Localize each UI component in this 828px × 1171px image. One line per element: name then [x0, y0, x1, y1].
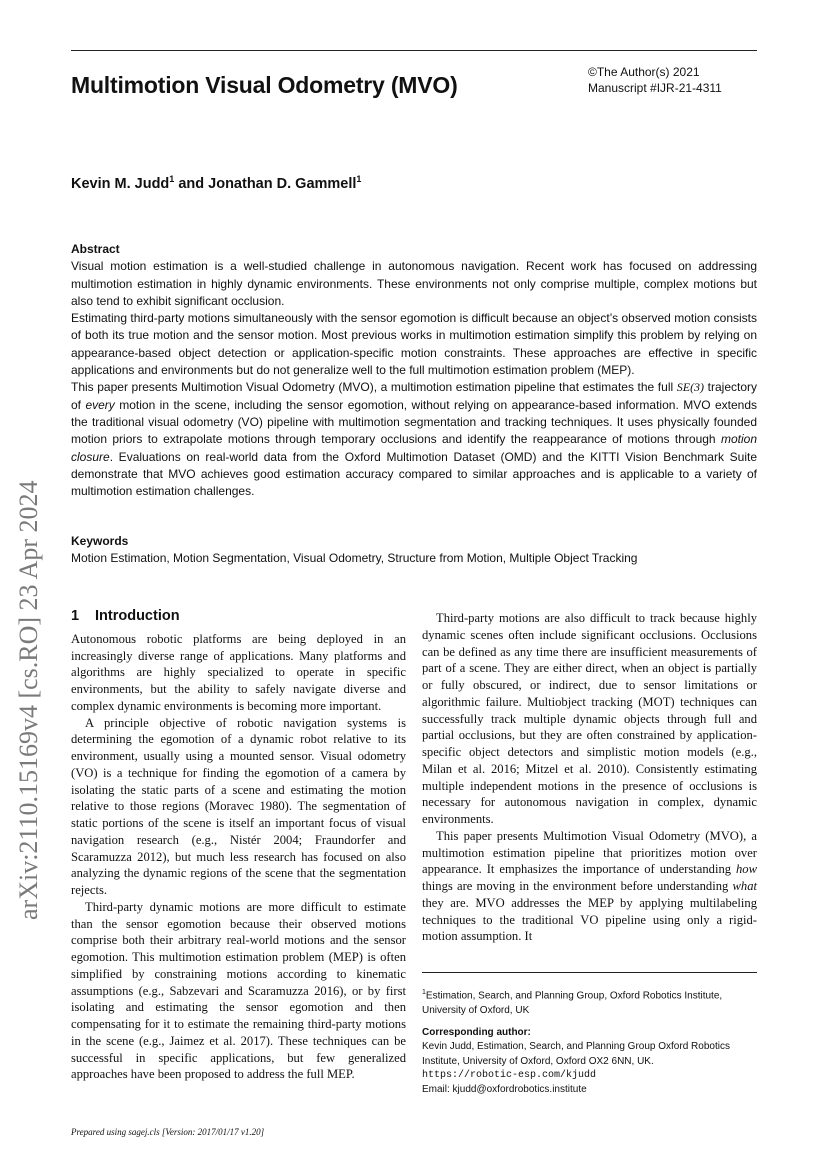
body-paragraph: Autonomous robotic platforms are being deployed in an increasingly diverse range of applications. Many platforms and algorithms are highly specialized to operate in specific environments, but the ability to safely navigate diverse and complex dynamic environments is becoming more important.	[71, 631, 406, 713]
footnote-mark: 1	[422, 989, 426, 996]
body-text: things are moving in the environment before understanding	[422, 879, 733, 893]
abstract-text: This paper presents Multimotion Visual Odometry (MVO), a multimotion estimation pipeline that estimates the full	[71, 380, 677, 395]
body-paragraph: Third-party dynamic motions are more difficult to estimate than the sensor egomotion because their observed motions comprise both their arbitrary real-world motions and the sensor egomotion. This multimotion estimation problem (MEP) is often simplified by constraining motions according to kinematic assumptions (e.g., Sabzevari and Scaramuzza 2016), or by first isolating and estimating the sensor egomotion and then compensating for it to estimate the remaining third-party motions in the scene (e.g., Jaimez et al. 2017). These techniques can be successful in specific applications, but few generalized approaches have been proposed to address the full MEP.	[71, 899, 406, 1082]
emphasis: how	[736, 862, 757, 877]
body-paragraph	[422, 828, 757, 945]
affiliation-footnote	[422, 986, 762, 1018]
author-name: Kevin M. Judd	[71, 175, 170, 192]
body-paragraph: Third-party motions are also difficult to track because highly dynamic scenes often include significant occlusions. Occlusions can be defined as any time there are insufficient measurements of part of a scene. They are either direct, when an object is partially or fully obscured, or indirect, due to sensor limitations or algorithmic failure. Multiobject tracking (MOT) techniques can successfully track multiple dynamic objects through full and partial occlusions, but they are often constrained by application-specific object detectors and simplistic motion models (e.g., Milan et al. 2016; Mitzel et al. 2010). Consistently estimating multiple independent motions in the presence of occlusions is necessary for autonomous navigation in complex, dynamic environments.	[422, 611, 757, 826]
paper-title: Multimotion Visual Odometry (MVO)	[71, 72, 458, 98]
section-title: Introduction	[95, 608, 180, 624]
keywords-heading: Keywords	[71, 534, 129, 548]
author-website-link[interactable]: https://robotic-esp.com/kjudd	[422, 1069, 597, 1081]
keywords-section	[71, 533, 757, 567]
abstract-text: motion in the scene, including the sensor egomotion, without relying on appearance-based information. MVO extends the traditional visual odometry (VO) pipeline with multimotion segmentation and tracking techniques. It uses physically founded motion priors to extrapolate motions through temporary occlusions and identify the reappearance of motions through	[71, 397, 758, 447]
page-footer: Prepared using sagej.cls [Version: 2017/01/17 v1.20]	[71, 1127, 265, 1137]
author-affiliation-mark: 1	[169, 174, 175, 184]
author-line	[71, 174, 361, 192]
abstract-heading: Abstract	[71, 242, 120, 256]
section-number: 1	[71, 608, 80, 624]
copyright-notice: ©The Author(s) 2021	[588, 65, 700, 79]
author-email[interactable]: Email: kjudd@oxfordrobotics.institute	[422, 1084, 587, 1096]
author-name: Jonathan D. Gammell	[208, 175, 357, 192]
emphasis: what	[732, 879, 757, 893]
abstract-text: . Evaluations on real-world data from the Oxford Multimotion Dataset (OMD) and the KITTI Vision Benchmark Suite demonstrate that MVO achieves good estimation accuracy compared to similar approaches and is applicable to a variety of multimotion estimation challenges.	[71, 449, 757, 499]
manuscript-number: Manuscript #IJR-21-4311	[588, 81, 722, 95]
abstract-section	[71, 241, 757, 500]
section-heading	[71, 608, 406, 625]
abstract-paragraph	[71, 379, 757, 500]
body-text: they are. MVO addresses the MEP by applying multilabeling techniques to the traditional VO pipeline using only a rigid-motion assumption. It	[422, 895, 757, 944]
manuscript-meta	[588, 64, 722, 96]
left-column	[71, 608, 406, 1083]
abstract-paragraph: Visual motion estimation is a well-studied challenge in autonomous navigation. Recent work has focused on addressing multimotion estimation in highly dynamic environments. These environments not only comprise multiple, complex motions but also tend to exhibit significant occlusion.	[71, 259, 757, 308]
corresponding-author-label: Corresponding author:	[422, 1026, 531, 1038]
corresponding-author-details: Kevin Judd, Estimation, Search, and Planning Group Oxford Robotics Institute, University of Oxford, Oxford OX2 6NN, UK.	[422, 1041, 730, 1067]
body-paragraph: A principle objective of robotic navigation systems is determining the egomotion of a dynamic robot relative to its environment, usually using a mounted sensor. Visual odometry (VO) is a technique for finding the egomotion of a camera by isolating the static parts of a scene and estimating the motion relative to those regions (Moravec 1980). The segmentation of static portions of the scene is itself an important focus of visual navigation research (e.g., Nistér 2004; Fraundorfer and Scaramuzza 2012), but much less research has focused on also analyzing the dynamic regions of the scene that the segmentation rejects.	[71, 715, 406, 897]
affiliation-text: Estimation, Search, and Planning Group, Oxford Robotics Institute, University of Oxford, UK	[422, 990, 723, 1016]
header-rule	[71, 50, 757, 51]
footnote-rule	[422, 972, 757, 973]
right-column	[422, 610, 757, 945]
arxiv-identifier-stamp: arXiv:2110.15169v4 [cs.RO] 23 Apr 2024	[14, 480, 43, 920]
math-se3: SE(3)	[676, 380, 705, 395]
abstract-paragraph: Estimating third-party motions simultaneously with the sensor egomotion is difficult because an object’s observed motion consists of both its true motion and the sensor motion. Most previous works in multimotion estimation simplify this problem by relying on appearance-based object detection or application-specific motion constraints. These approaches are effective in specific applications and environments but do not generalize well to the full multimotion estimation problem (MEP).	[71, 311, 757, 378]
keywords-list: Motion Estimation, Motion Segmentation, Visual Odometry, Structure from Motion, Multiple Object Tracking	[71, 551, 638, 565]
emphasis: motion closure	[71, 432, 757, 464]
author-connector: and	[174, 175, 209, 192]
emphasis: every	[85, 397, 115, 412]
body-text: This paper presents Multimotion Visual Odometry (MVO), a multimotion estimation pipeline that prioritizes motion over appearance. It emphasizes the importance of understanding	[422, 828, 757, 877]
abstract-text: trajectory of	[71, 380, 757, 412]
footnotes-block	[422, 986, 762, 1097]
author-affiliation-mark: 1	[356, 174, 362, 184]
